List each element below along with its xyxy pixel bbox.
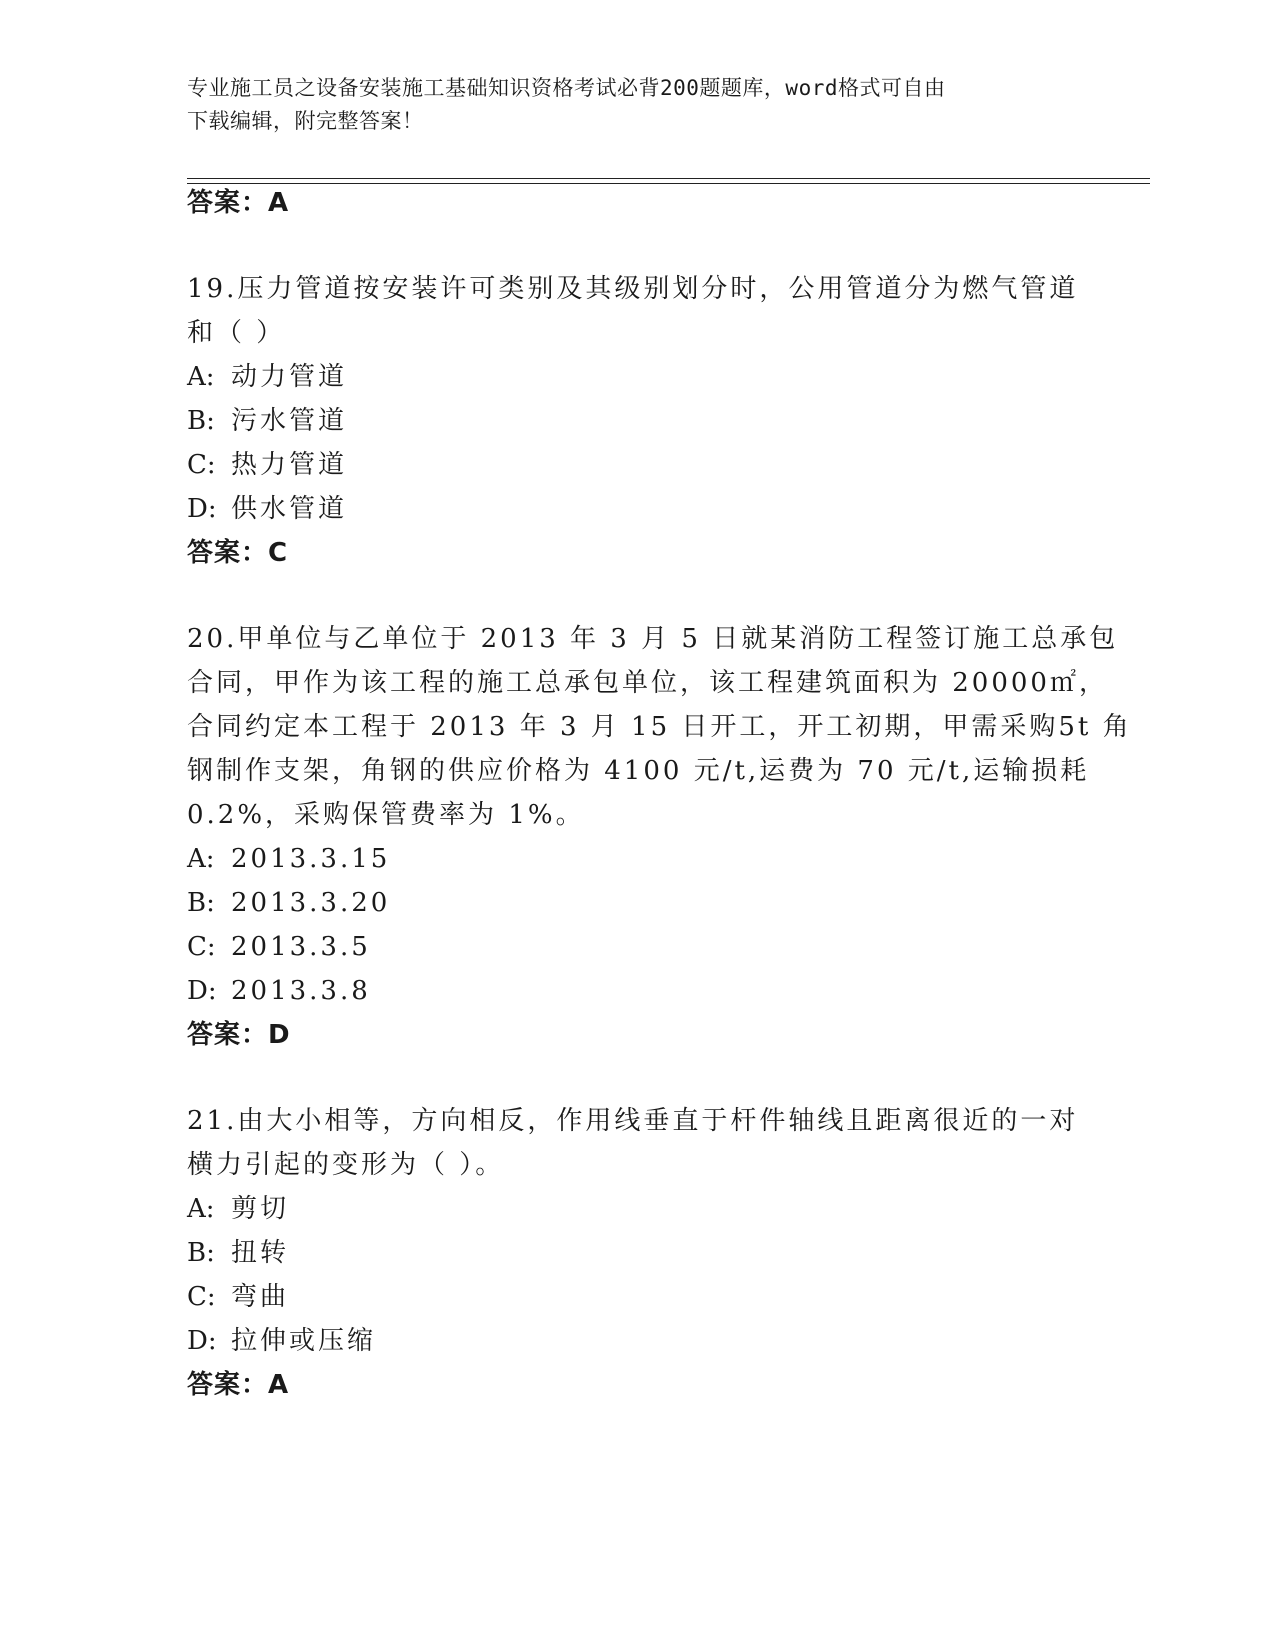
- question-20-option-a: [187, 842, 390, 876]
- option-key: C:: [187, 1282, 216, 1312]
- option-key: B:: [187, 406, 215, 436]
- option-key: B:: [187, 888, 215, 918]
- document-header: [187, 72, 1087, 138]
- header-rule-top: [187, 178, 1150, 179]
- option-key: C:: [187, 450, 216, 480]
- question-20-stem-line-3: 合同约定本工程于 2013 年 3 月 15 日开工，开工初期，甲需采购5t 角: [187, 712, 1132, 742]
- option-key: D:: [187, 1326, 217, 1356]
- option-key: D:: [187, 494, 217, 524]
- question-21-option-d: [187, 1324, 376, 1358]
- option-key: A:: [187, 1194, 215, 1224]
- question-20-option-d: [187, 974, 371, 1008]
- option-text: 拉伸或压缩: [231, 1326, 377, 1356]
- option-key: B:: [187, 1238, 215, 1268]
- option-text: 动力管道: [231, 362, 348, 392]
- question-21-option-b: [187, 1236, 289, 1270]
- option-text: 2013.3.15: [231, 844, 391, 874]
- question-19-option-a: [187, 360, 347, 394]
- question-20-stem-line-1: 20.甲单位与乙单位于 2013 年 3 月 5 日就某消防工程签订施工总承包: [187, 624, 1119, 654]
- question-20-answer: 答案：D: [187, 1020, 291, 1050]
- option-key: A:: [187, 362, 215, 392]
- option-text: 扭转: [231, 1238, 290, 1268]
- question-21-stem-line-1: 21.由大小相等，方向相反，作用线垂直于杆件轴线且距离很近的一对: [187, 1106, 1079, 1136]
- header-title-line-2: 下载编辑，附完整答案！: [187, 109, 424, 133]
- question-21-stem-line-2: 横力引起的变形为（ ）。: [187, 1150, 505, 1180]
- question-20-option-b: [187, 886, 390, 920]
- question-21-answer: 答案：A: [187, 1370, 290, 1400]
- question-21-option-a: [187, 1192, 289, 1226]
- header-title-line-1: 专业施工员之设备安装施工基础知识资格考试必背200题题库，word格式可自由: [187, 76, 946, 100]
- question-19-stem-line-1: 19.压力管道按安装许可类别及其级别划分时，公用管道分为燃气管道: [187, 274, 1079, 304]
- question-20-stem-line-2: 合同，甲作为该工程的施工总承包单位，该工程建筑面积为 20000㎡，: [187, 668, 1108, 698]
- question-20-stem-line-5: 0.2%，采购保管费率为 1%。: [187, 800, 585, 830]
- option-text: 2013.3.20: [231, 888, 391, 918]
- question-19-option-c: [187, 448, 347, 482]
- question-20-stem-line-4: 钢制作支架，角钢的供应价格为 4100 元/t,运费为 70 元/t,运输损耗: [187, 756, 1090, 786]
- option-text: 剪切: [231, 1194, 290, 1224]
- header-rule-bottom: [187, 183, 1150, 184]
- option-key: D:: [187, 976, 217, 1006]
- option-key: C:: [187, 932, 216, 962]
- option-text: 供水管道: [231, 494, 348, 524]
- question-19-stem-line-2: 和（ ）: [187, 318, 286, 348]
- option-text: 污水管道: [231, 406, 348, 436]
- option-text: 热力管道: [231, 450, 348, 480]
- question-21-option-c: [187, 1280, 289, 1314]
- question-19-option-b: [187, 404, 347, 438]
- option-text: 2013.3.5: [231, 932, 371, 962]
- question-19-option-d: [187, 492, 347, 526]
- option-text: 2013.3.8: [231, 976, 371, 1006]
- question-19-answer: 答案：C: [187, 538, 289, 568]
- option-key: A:: [187, 844, 215, 874]
- option-text: 弯曲: [231, 1282, 290, 1312]
- previous-answer: 答案：A: [187, 188, 290, 218]
- question-20-option-c: [187, 930, 371, 964]
